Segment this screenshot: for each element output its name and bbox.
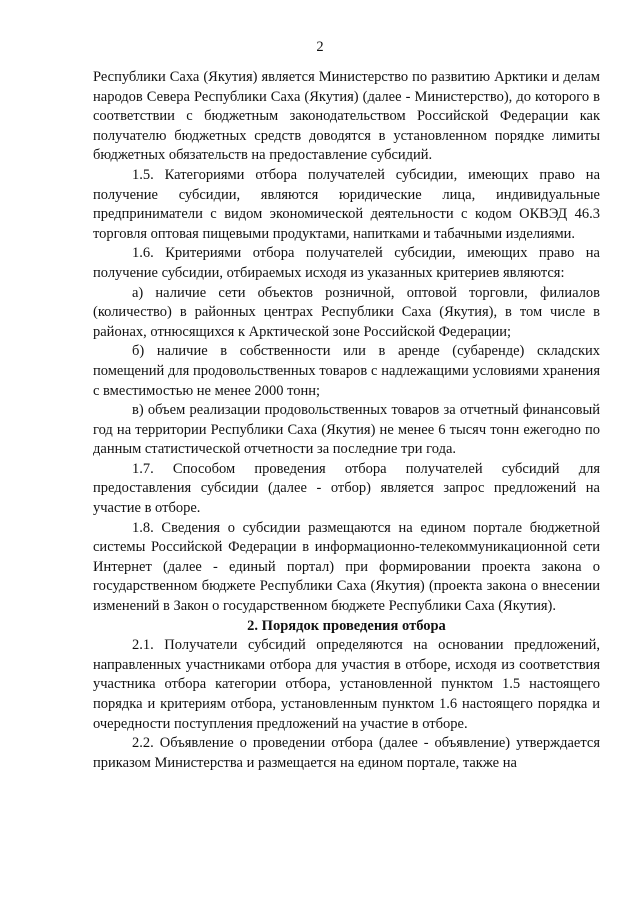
paragraph-2-2: 2.2. Объявление о проведении отбора (далее - объявление) утверждается приказом Министерства и размещается на едином портале, также на	[93, 735, 600, 771]
paragraph-1-7: 1.7. Способом проведения отбора получателей субсидий для предоставления субсидии (далее - отбор) является запрос предложений на участие в отборе.	[93, 460, 600, 517]
paragraph-1-5: 1.5. Категориями отбора получателей субсидии, имеющих право на получение субсидии, являются юридические лица, индивидуальные предприниматели с видом экономической деятельности с кодом ОКВЭД 46.3 торговля оптовая пищевыми продуктами, напитками и табачными изделиями.	[93, 166, 600, 242]
paragraph-1-6: 1.6. Критериями отбора получателей субсидии, имеющих право на получение субсидии, отбираемых исходя из указанных критериев являются:	[93, 245, 600, 281]
paragraph-1-6-b: б) наличие в собственности или в аренде (субаренде) складских помещений для продовольственных товаров с надлежащими условиями хранения с вместимостью не менее 2000 тонн;	[93, 343, 600, 399]
section-heading: 2. Порядок проведения отбора	[247, 617, 446, 634]
document-body	[93, 68, 600, 773]
paragraph-continuation: Республики Саха (Якутия) является Министерство по развитию Арктики и делам народов Севера Республики Саха (Якутия) (далее - Министерство), до которого в соответствии с бюджетным законодательством Российской Федерации как получателю бюджетных средств доводятся в установленном порядке лимиты бюджетных обязательств на предоставление субсидий.	[93, 69, 600, 164]
paragraph-1-6-a: а) наличие сети объектов розничной, оптовой торговли, филиалов (количество) в районных центрах Республики Саха (Якутия), в том числе в районах, отнюсящихся к Арктической зоне Российской Федерации;	[93, 284, 600, 340]
paragraph-1-6-v: в) объем реализации продовольственных товаров за отчетный финансовый год на территории Республики Саха (Якутия) не менее 6 тысяч тонн ежегодно по данным статистической отчетности за последние три года.	[93, 402, 600, 458]
paragraph-2-1: 2.1. Получатели субсидий определяются на основании предложений, направленных участниками отбора для участия в отборе, исходя из соответствия участника отбора категории отбора, установленной пунктом 1.5 настоящего порядка и критериям отбора, установленным пунктом 1.6 настоящего порядка и очередности поступления предложений на участие в отборе.	[93, 637, 600, 732]
paragraph-1-8: 1.8. Сведения о субсидии размещаются на едином портале бюджетной системы Российской Федерации в информационно-телекоммуникационной сети Интернет (далее - единый портал) при формировании проекта закона о государственном бюджете Республики Саха (Якутия) (проекта закона о внесении изменений в Закон о государственном бюджете Республики Саха (Якутия).	[93, 519, 600, 615]
page-number: 2	[316, 39, 324, 55]
